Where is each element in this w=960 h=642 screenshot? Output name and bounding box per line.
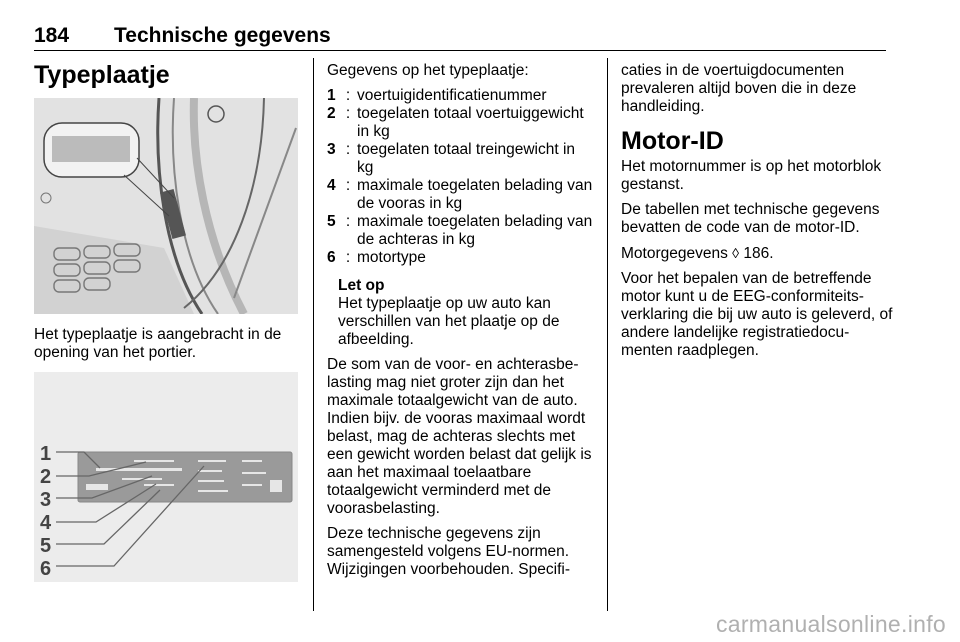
- column-2: [327, 62, 595, 586]
- type-plate-data-list: [327, 87, 595, 267]
- column-3: [621, 62, 893, 367]
- list-separator: :: [345, 249, 351, 266]
- list-separator: :: [345, 105, 351, 122]
- list-item-number: 1: [327, 87, 336, 104]
- conformity-paragraph: Voor het bepalen van de betreffende motor kunt u de EEG-conformiteits- verklaring die bij uw auto is geleverd, of andere landelijke registratiedocu- menten raadplegen.: [621, 270, 893, 359]
- continued-paragraph: caties in de voertuigdocumenten prevaleren altijd boven die in deze handleiding.: [621, 62, 857, 115]
- callout-label-5: 5: [40, 535, 52, 557]
- list-item-text: maximale toegelaten belading van de vooras in kg: [357, 177, 593, 212]
- chapter-title: Technische gegevens: [114, 24, 331, 47]
- column-divider-right: [607, 58, 608, 611]
- watermark: carmanualsonline.info: [715, 611, 946, 637]
- list-item-text: maximale toegelaten belading van de achteras in kg: [357, 213, 593, 248]
- section-title-motor-id: Motor-ID: [621, 127, 724, 155]
- page-header: [34, 24, 886, 51]
- eu-norms-paragraph: Deze technische gegevens zijn samengesteld volgens EU-normen. Wijzigingen voorbehouden. Specifi-: [327, 525, 570, 578]
- type-plate-callout-illustration: [34, 372, 298, 582]
- list-item: [327, 87, 595, 105]
- figure-caption: Het typeplaatje is aangebracht in de opening van het portier.: [34, 326, 282, 361]
- note-box: [338, 277, 595, 349]
- list-item: [327, 249, 595, 267]
- list-separator: :: [345, 87, 351, 104]
- callout-label-6: 6: [40, 558, 52, 580]
- engine-number-paragraph: Het motornummer is op het motorblok gestanst.: [621, 158, 882, 193]
- section-title-typeplaatje: Typeplaatje: [34, 61, 170, 89]
- list-item-text: toegelaten totaal treingewicht in kg: [357, 141, 576, 176]
- column-divider-left: [313, 58, 314, 611]
- list-item: [327, 213, 595, 249]
- list-item-number: 2: [327, 105, 336, 122]
- list-item: [327, 105, 595, 141]
- callout-label-3: 3: [40, 489, 52, 511]
- note-title: Let op: [338, 277, 385, 294]
- list-item-text: motortype: [357, 249, 426, 266]
- callout-label-1: 1: [40, 443, 52, 465]
- engine-code-paragraph: De tabellen met technische gegevens bevatten de code van de motor-ID.: [621, 201, 880, 236]
- callout-label-2: 2: [40, 466, 52, 488]
- list-item: [327, 141, 595, 177]
- engine-data-reference: [621, 244, 893, 263]
- door-opening-type-plate-illustration: [34, 98, 298, 314]
- list-item-number: 4: [327, 177, 336, 194]
- list-item-text: toegelaten totaal voertuiggewicht in kg: [357, 105, 584, 140]
- list-item-text: voertuigidentificatienummer: [357, 87, 547, 104]
- list-separator: :: [345, 141, 351, 158]
- list-intro: Gegevens op het typeplaatje:: [327, 62, 529, 79]
- list-item-number: 3: [327, 141, 336, 158]
- list-item-number: 5: [327, 213, 336, 230]
- axle-load-paragraph: De som van de voor- en achterasbe- lasting mag niet groter zijn dan het maximale totaalgewicht van de auto. Indien bijv. de vooras maximaal wordt belast, mag de achteras slechts met een gewicht worden belast dat gelijk is aan het maximaal toelaatbare totaalgewicht verminderd met de voorasbelasting.: [327, 356, 592, 517]
- list-item: [327, 177, 595, 213]
- reference-text: Motorgegevens: [621, 245, 728, 262]
- list-separator: :: [345, 177, 351, 194]
- column-1: [34, 60, 300, 90]
- reference-page: 186.: [743, 245, 774, 262]
- list-item-number: 6: [327, 249, 336, 266]
- note-text: Het typeplaatje op uw auto kan verschillen van het plaatje op de afbeelding.: [338, 295, 560, 348]
- list-separator: :: [345, 213, 351, 230]
- callout-label-4: 4: [40, 512, 52, 534]
- page-number: 184: [34, 24, 70, 47]
- page-reference-arrow-icon: ◊: [732, 245, 740, 261]
